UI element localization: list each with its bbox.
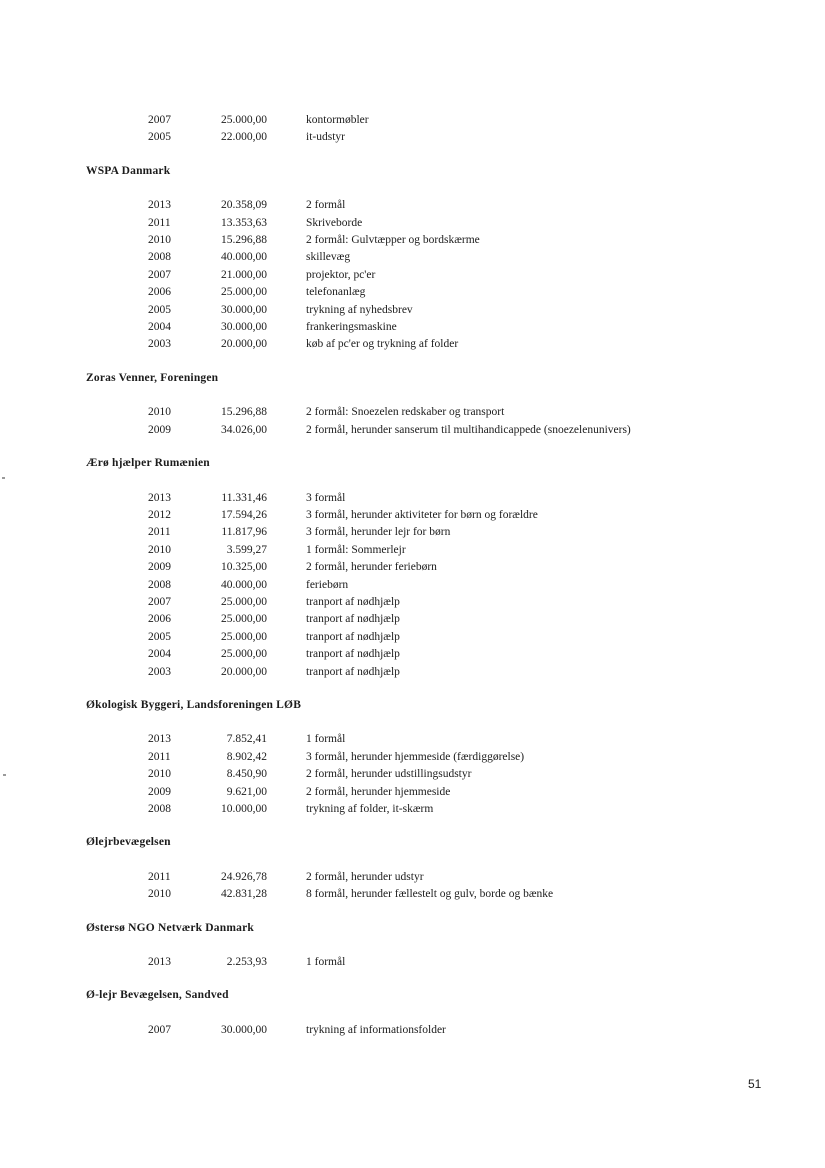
grant-amount: 15.296,88: [221, 406, 267, 419]
grant-row: [148, 731, 825, 748]
grant-purpose: 2 formål: Snoezelen redskaber og transport: [306, 406, 505, 419]
grant-amount: 42.831,28: [221, 888, 267, 901]
grant-row: [148, 232, 825, 249]
grant-purpose: 2 formål, herunder udstyr: [306, 870, 424, 883]
organization-name: Zoras Venner, Foreningen: [86, 371, 219, 384]
grant-amount: 30.000,00: [221, 1023, 267, 1036]
grant-row: [148, 197, 825, 214]
organization-name: WSPA Danmark: [86, 164, 171, 177]
grant-row: [148, 559, 825, 576]
grant-amount: 25.000,00: [221, 648, 267, 661]
grant-purpose: køb af pc'er og trykning af folder: [306, 338, 459, 351]
grant-section: [0, 834, 825, 903]
grant-rows: [0, 869, 825, 904]
grant-purpose: tranport af nødhjælp: [306, 613, 400, 626]
grant-purpose: 2 formål: Gulvtæpper og bordskærme: [306, 234, 480, 247]
grant-row: [148, 336, 825, 353]
grant-year: 2006: [148, 613, 171, 626]
grant-row: [148, 801, 825, 818]
grant-purpose: trykning af folder, it-skærm: [306, 803, 434, 815]
grant-purpose: 2 formål, herunder hjemmeside: [306, 785, 451, 798]
grant-amount: 20.000,00: [221, 665, 267, 678]
grant-amount: 7.852,41: [226, 733, 267, 746]
grant-year: 2013: [148, 733, 171, 746]
grant-section: [0, 370, 825, 439]
grant-year: 2009: [148, 561, 171, 574]
grant-purpose: Skriveborde: [306, 216, 363, 229]
grant-year: 2007: [148, 114, 171, 126]
grant-row: [148, 886, 825, 903]
organization-name: Ølejrbevægelsen: [86, 836, 171, 849]
grant-section: [0, 987, 825, 1039]
grant-row: [148, 664, 825, 681]
grant-year: 2005: [148, 630, 171, 643]
grant-purpose: 2 formål, herunder udstillingsudstyr: [306, 768, 472, 781]
grant-purpose: kontormøbler: [306, 114, 369, 126]
grant-year: 2011: [148, 526, 171, 539]
grant-year: 2010: [148, 768, 171, 781]
grant-row: [148, 112, 825, 129]
grant-row: [148, 766, 825, 783]
grant-row: [148, 749, 825, 766]
grant-row: [148, 129, 825, 146]
grant-year: 2013: [148, 491, 171, 504]
grant-purpose: trykning af nyhedsbrev: [306, 303, 413, 316]
grant-year: 2011: [148, 870, 171, 883]
grant-year: 2008: [148, 578, 171, 591]
grant-purpose: 2 formål, herunder sanserum til multihandicappede (snoezelenunivers): [306, 423, 631, 436]
grant-row: [148, 404, 825, 421]
grant-purpose: tranport af nødhjælp: [306, 630, 400, 643]
grant-amount: 40.000,00: [221, 251, 267, 264]
grant-amount: 13.353,63: [221, 216, 267, 229]
grant-row: [148, 954, 825, 971]
grant-row: [148, 577, 825, 594]
grant-row: [148, 629, 825, 646]
grant-amount: 25.000,00: [221, 613, 267, 626]
organization-name: Ø-lejr Bevægelsen, Sandved: [86, 989, 229, 1002]
grant-row: [148, 490, 825, 507]
grant-purpose: 2 formål: [306, 199, 346, 212]
grant-purpose: 3 formål, herunder hjemmeside (færdiggørelse): [306, 750, 525, 763]
grant-purpose: tranport af nødhjælp: [306, 595, 400, 608]
grant-rows: [0, 197, 825, 354]
grant-section: [0, 697, 825, 818]
grant-purpose: telefonanlæg: [306, 286, 366, 299]
grant-purpose: 1 formål: [306, 733, 346, 746]
grant-section: [0, 455, 825, 681]
grant-purpose: skillevæg: [306, 251, 351, 264]
grant-year: 2007: [148, 268, 171, 281]
grant-amount: 8.902,42: [226, 750, 267, 763]
grant-purpose: it-udstyr: [306, 131, 345, 144]
organization-name: Ærø hjælper Rumænien: [86, 457, 210, 470]
grant-row: [148, 784, 825, 801]
grant-row: [148, 524, 825, 541]
grant-purpose: 1 formål: Sommerlejr: [306, 543, 406, 556]
grant-amount: 2.253,93: [226, 956, 267, 969]
grant-amount: 30.000,00: [221, 321, 267, 334]
grant-purpose: 3 formål, herunder aktiviteter for børn og forældre: [306, 508, 538, 521]
grant-amount: 21.000,00: [221, 268, 267, 281]
grant-row: [148, 302, 825, 319]
grant-year: 2012: [148, 508, 171, 521]
grant-row: [148, 594, 825, 611]
grant-amount: 40.000,00: [221, 578, 267, 591]
grant-year: 2011: [148, 750, 171, 763]
grant-year: 2010: [148, 234, 171, 247]
grant-row: [148, 611, 825, 628]
grant-row: [148, 215, 825, 232]
grant-rows: [0, 112, 825, 147]
scan-artifact: [3, 774, 6, 776]
grant-year: 2009: [148, 423, 171, 436]
grant-year: 2004: [148, 648, 171, 661]
grant-amount: 24.926,78: [221, 870, 267, 883]
grant-purpose: projektor, pc'er: [306, 268, 376, 281]
grant-purpose: 3 formål, herunder lejr for børn: [306, 526, 451, 539]
grant-year: 2010: [148, 406, 171, 419]
grant-amount: 25.000,00: [221, 114, 267, 126]
grant-amount: 10.000,00: [221, 803, 267, 815]
scan-artifact: [2, 477, 5, 479]
grant-year: 2011: [148, 216, 171, 229]
grant-row: [148, 869, 825, 886]
grant-year: 2013: [148, 199, 171, 212]
grant-rows: [0, 731, 825, 818]
grant-amount: 20.000,00: [221, 338, 267, 351]
grant-rows: [0, 1022, 825, 1039]
grant-amount: 3.599,27: [226, 543, 267, 556]
grant-amount: 22.000,00: [221, 131, 267, 144]
grant-amount: 15.296,88: [221, 234, 267, 247]
grant-amount: 11.331,46: [221, 491, 267, 504]
grant-year: 2003: [148, 338, 171, 351]
grant-section: [0, 920, 825, 972]
grant-year: 2010: [148, 888, 171, 901]
grant-row: [148, 284, 825, 301]
grant-year: 2003: [148, 665, 171, 678]
grant-amount: 30.000,00: [221, 303, 267, 316]
grant-amount: 20.358,09: [221, 199, 267, 212]
grant-purpose: tranport af nødhjælp: [306, 648, 400, 661]
grant-year: 2004: [148, 321, 171, 334]
grant-section: [0, 112, 825, 147]
grant-amount: 25.000,00: [221, 630, 267, 643]
grant-purpose: 3 formål: [306, 491, 346, 504]
grant-amount: 10.325,00: [221, 561, 267, 574]
grant-year: 2007: [148, 1023, 171, 1036]
grant-purpose: tranport af nødhjælp: [306, 665, 400, 678]
grant-row: [148, 542, 825, 559]
grant-amount: 11.817,96: [221, 526, 267, 539]
grant-row: [148, 507, 825, 524]
grant-row: [148, 1022, 825, 1039]
grant-purpose: frankeringsmaskine: [306, 321, 397, 334]
grant-amount: 25.000,00: [221, 595, 267, 608]
grant-row: [148, 267, 825, 284]
grant-year: 2010: [148, 543, 171, 556]
grant-rows: [0, 954, 825, 971]
grant-year: 2009: [148, 785, 171, 798]
grant-amount: 8.450,90: [226, 768, 267, 781]
grant-row: [148, 249, 825, 266]
grant-year: 2007: [148, 595, 171, 608]
grant-row: [148, 422, 825, 439]
grant-amount: 9.621,00: [226, 785, 267, 798]
grant-year: 2008: [148, 803, 171, 815]
grant-purpose: feriebørn: [306, 578, 349, 591]
grant-section: [0, 163, 825, 354]
grant-rows: [0, 490, 825, 681]
grant-row: [148, 319, 825, 336]
grant-year: 2008: [148, 251, 171, 264]
page-number: 51: [748, 1077, 762, 1091]
grant-rows: [0, 404, 825, 439]
grant-year: 2005: [148, 131, 171, 144]
grant-purpose: 8 formål, herunder fællestelt og gulv, borde og bænke: [306, 888, 554, 901]
grant-amount: 17.594,26: [221, 508, 267, 521]
grant-year: 2005: [148, 303, 171, 316]
grant-year: 2006: [148, 286, 171, 299]
organization-name: Østersø NGO Netværk Danmark: [86, 921, 254, 934]
grant-amount: 34.026,00: [221, 423, 267, 436]
grant-row: [148, 646, 825, 663]
grant-year: 2013: [148, 956, 171, 969]
organization-name: Økologisk Byggeri, Landsforeningen LØB: [86, 698, 302, 711]
grant-amount: 25.000,00: [221, 286, 267, 299]
grant-purpose: 2 formål, herunder feriebørn: [306, 561, 437, 574]
grant-purpose: trykning af informationsfolder: [306, 1023, 446, 1036]
grant-purpose: 1 formål: [306, 956, 346, 969]
